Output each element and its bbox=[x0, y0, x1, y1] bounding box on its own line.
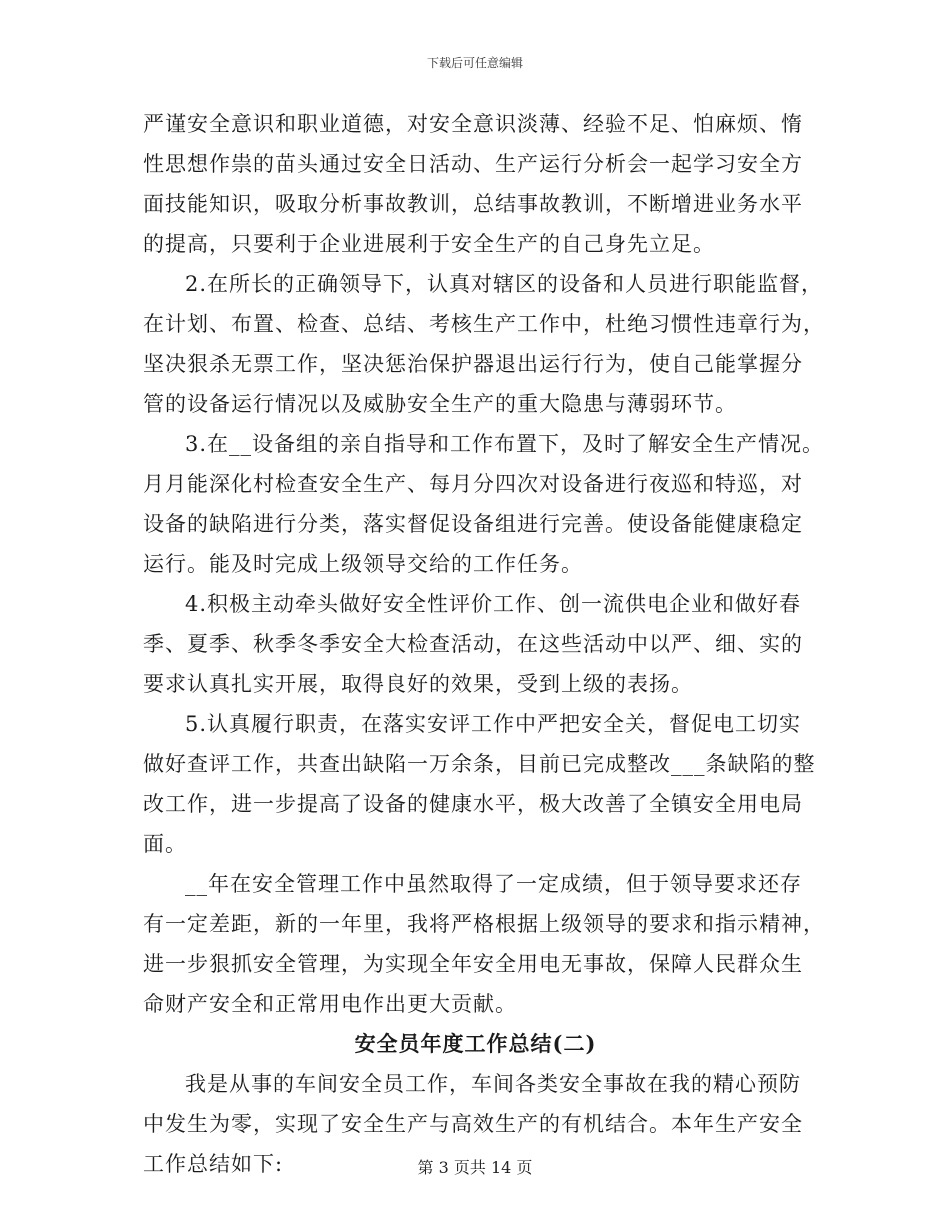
page-header-note: 下载后可任意编辑 bbox=[426, 56, 523, 70]
body-line: 命财产安全和正常用电作出更大贡献。 bbox=[143, 992, 517, 1016]
body-line: 要求认真扎实开展，取得良好的效果，受到上级的表扬。 bbox=[143, 672, 693, 696]
body-line: 性思想作祟的苗头通过安全日活动、生产运行分析会一起学习安全方 bbox=[143, 152, 803, 176]
body-line: 设备的缺陷进行分类，落实督促设备组进行完善。使设备能健康稳定 bbox=[143, 512, 803, 536]
page-number: 第 3 页共 14 页 bbox=[417, 1158, 533, 1177]
body-line: 管的设备运行情况以及威胁安全生产的重大隐患与薄弱环节。 bbox=[143, 392, 737, 416]
body-line: 有一定差距，新的一年里，我将严格根据上级领导的要求和指示精神， bbox=[143, 912, 825, 936]
section-title: 安全员年度工作总结(二) bbox=[354, 1031, 597, 1056]
paragraph-start-line: 3.在__设备组的亲自指导和工作布置下，及时了解安全生产情况。 bbox=[185, 432, 825, 456]
paragraph-start-line: 我是从事的车间安全员工作，车间各类安全事故在我的精心预防 bbox=[185, 1072, 801, 1096]
body-line: 面。 bbox=[143, 832, 187, 856]
body-line: 面技能知识，吸取分析事故教训，总结事故教训，不断增进业务水平 bbox=[143, 192, 803, 216]
document-body bbox=[143, 104, 825, 1184]
paragraph-start-line: __年在安全管理工作中虽然取得了一定成绩，但于领导要求还存 bbox=[185, 872, 802, 896]
body-line: 的提高，只要利于企业进展利于安全生产的自己身先立足。 bbox=[143, 232, 715, 256]
body-line: 改工作，进一步提高了设备的健康水平，极大改善了全镇安全用电局 bbox=[143, 792, 803, 816]
body-line: 运行。能及时完成上级领导交给的工作任务。 bbox=[143, 552, 583, 576]
paragraph-start-line: 5.认真履行职责，在落实安评工作中严把安全关，督促电工切实 bbox=[185, 712, 802, 736]
body-line: 坚决狠杀无票工作，坚决惩治保护器退出运行行为，使自己能掌握分 bbox=[143, 352, 803, 376]
body-line: 在计划、布置、检查、总结、考核生产工作中，杜绝习惯性违章行为， bbox=[143, 312, 825, 336]
body-line: 严谨安全意识和职业道德，对安全意识淡薄、经验不足、怕麻烦、惰 bbox=[143, 112, 803, 136]
paragraph-start-line: 4.积极主动牵头做好安全性评价工作、创一流供电企业和做好春 bbox=[185, 592, 802, 616]
body-line: 季、夏季、秋季冬季安全大检查活动，在这些活动中以严、细、实的 bbox=[143, 632, 803, 656]
body-line: 做好查评工作，共查出缺陷一万余条，目前已完成整改___条缺陷的整 bbox=[143, 752, 816, 776]
paragraph-start-line: 2.在所长的正确领导下，认真对辖区的设备和人员进行职能监督， bbox=[185, 272, 824, 296]
body-line: 月月能深化村检查安全生产、每月分四次对设备进行夜巡和特巡，对 bbox=[143, 472, 803, 496]
body-line: 工作总结如下: bbox=[143, 1152, 284, 1176]
body-line: 中发生为零，实现了安全生产与高效生产的有机结合。本年生产安全 bbox=[143, 1112, 803, 1136]
body-line: 进一步狠抓安全管理，为实现全年安全用电无事故，保障人民群众生 bbox=[143, 952, 803, 976]
